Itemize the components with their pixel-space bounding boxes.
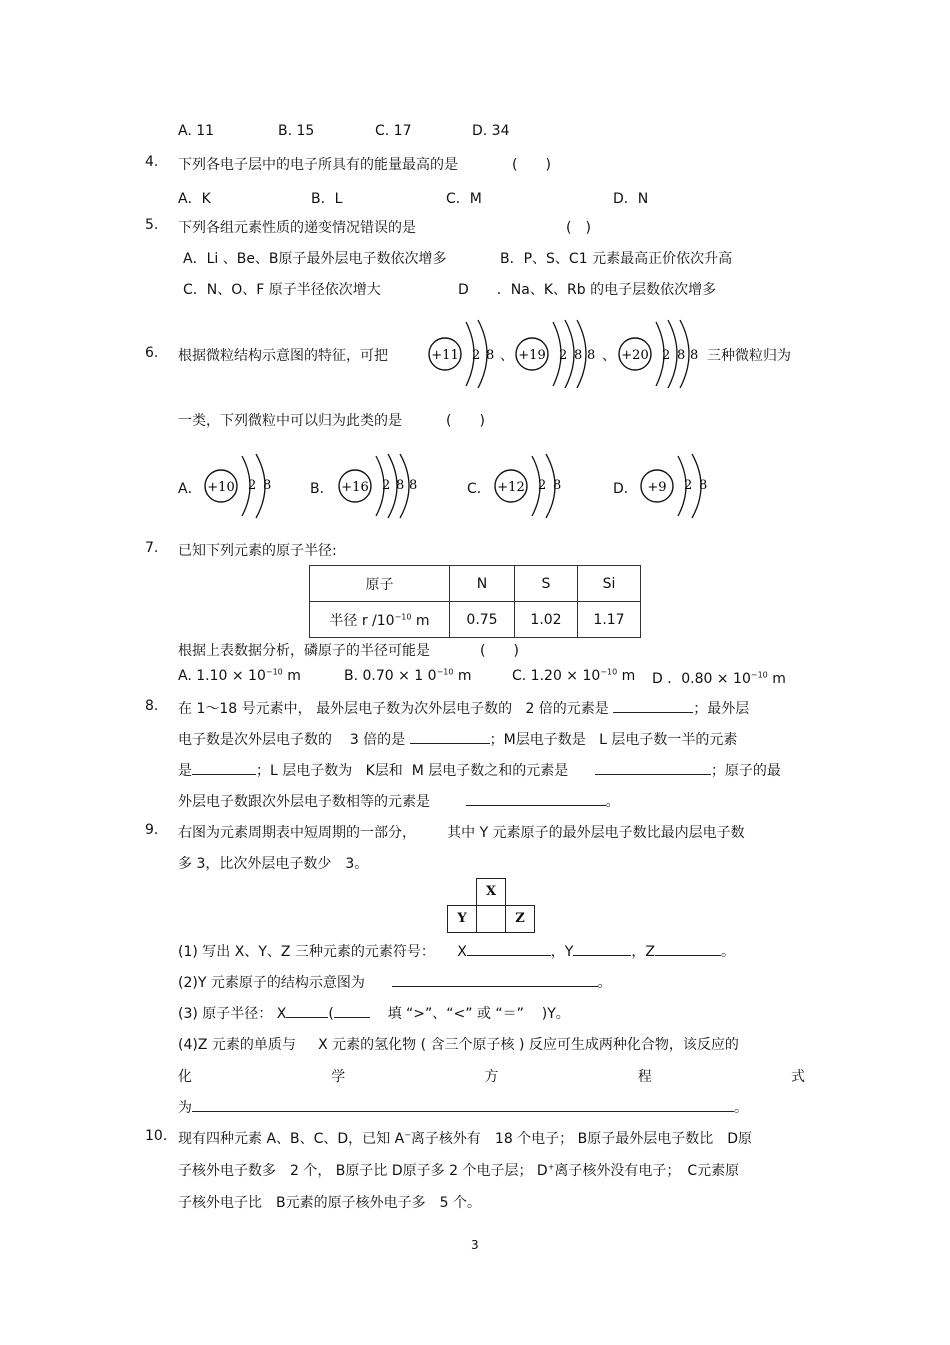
spaced-char: 式 <box>791 1069 805 1085</box>
answer-blank[interactable] <box>466 791 606 806</box>
shell-electrons: 2 <box>684 478 693 493</box>
shell-electrons: 8 <box>553 478 562 493</box>
q9-stem-line1: 右图为元素周期表中短周期的一部分， 其中 Y 元素原子的最外层电子数比最内层电子数 <box>178 825 745 841</box>
q8-line2: 电子数是次外层电子数的 3 倍的是 ；M层电子数是 L 层电子数一半的元素 <box>178 729 737 749</box>
shell-electrons: 8 <box>677 348 686 363</box>
separator: 、 <box>602 348 616 364</box>
nucleus-charge: +9 <box>647 480 667 495</box>
table-cell: 1.17 <box>578 602 641 638</box>
q3-option-d: D. 34 <box>472 123 510 139</box>
q6-option-d-label: D． <box>613 481 638 497</box>
shell-electrons: 8 <box>690 348 699 363</box>
shell-electrons: 2 <box>382 478 391 493</box>
atomic-radius-table <box>309 565 641 638</box>
nucleus-charge: +12 <box>497 480 525 495</box>
q4-option-a: A．K <box>178 191 211 207</box>
page-number: 3 <box>471 1238 479 1252</box>
spaced-char: 程 <box>637 1069 652 1085</box>
shell-electrons: 8 <box>587 348 596 363</box>
q3-option-a: A. 11 <box>178 123 215 139</box>
nucleus-charge: +10 <box>207 480 235 495</box>
q10-line3: 子核外电子比 B元素的原子核外电子多 5 个。 <box>178 1195 481 1211</box>
periodic-cell-y: Y <box>447 905 477 933</box>
q4-number: 4. <box>145 154 159 170</box>
q9-number: 9. <box>145 822 159 838</box>
q4-answer-paren: ( ) <box>512 157 551 173</box>
q5-option-c: C．N、O、F 原子半径依次增大 <box>183 282 381 298</box>
q5-stem: 下列各组元素性质的递变情况错误的是 <box>178 220 416 236</box>
table-header-cell: N <box>450 566 515 602</box>
q7-stem: 已知下列元素的原子半径: <box>178 543 337 559</box>
periodic-cell-empty <box>476 905 506 933</box>
shell-electrons: 8 <box>263 478 272 493</box>
q5-option-d: D ．Na、K、Rb 的电子层数依次增多 <box>458 282 717 298</box>
q10-line1: 现有四种元素 A、B、C、D，已知 A−离子核外有 18 个电子； B原子最外层电子数比 D原 <box>178 1130 753 1147</box>
table-row <box>310 602 641 638</box>
table-header-cell: Si <box>578 566 641 602</box>
q5-option-b: B．P、S、C1 元素最高正价依次升高 <box>500 251 733 267</box>
atom-diagram-ne <box>200 450 280 522</box>
shell-electrons: 2 <box>248 478 257 493</box>
q3-option-c: C. 17 <box>375 123 412 139</box>
q9-part3: (3) 原子半径： X ( 填 “>”、“<” 或 “＝” )Y。 <box>178 1003 570 1023</box>
q4-option-c: C．M <box>446 191 482 207</box>
shell-electrons: 8 <box>409 478 418 493</box>
q7-number: 7. <box>145 540 159 556</box>
atom-diagram-s <box>334 450 430 522</box>
q5-option-a: A．Li 、Be、B原子最外层电子数依次增多 <box>183 251 447 267</box>
q9-part4: (4)Z 元素的单质与 X 元素的氢化物 ( 含三个原子核 ) 反应可生成两种化合物，该反应的 <box>178 1037 739 1053</box>
atom-diagram-k <box>511 316 611 388</box>
spaced-char: 方 <box>484 1069 499 1085</box>
spaced-char: 学 <box>331 1069 346 1085</box>
q4-option-b: B．L <box>311 191 343 207</box>
answer-blank[interactable] <box>286 1003 328 1018</box>
nucleus-charge: +19 <box>518 348 546 363</box>
answer-blank[interactable] <box>334 1003 370 1018</box>
shell-electrons: 8 <box>699 478 708 493</box>
q8-line1: 在 1～18 号元素中， 最外层电子数为次外层电子数的 2 倍的元素是 ；最外层 <box>178 698 749 718</box>
q5-answer-paren: ( ) <box>566 220 591 236</box>
q9-part4-answer-line: 为 。 <box>178 1097 748 1117</box>
q7-option-b: B. 0.70 × 1 $0^{-10}$ m <box>344 667 472 684</box>
q7-option-a: A. $1.10 \times 10^{-10}$ m <box>178 667 301 684</box>
answer-blank[interactable] <box>467 941 551 956</box>
q7-option-d: D ．$0.80 \times 10^{-10}$ m <box>652 670 786 687</box>
q8-number: 8. <box>145 698 159 714</box>
q6-number: 6. <box>145 345 159 361</box>
shell-electrons: 2 <box>538 478 547 493</box>
q10-line2: 子核外电子数多 2 个， B原子比 D原子多 2 个电子层； D+离子核外没有电子； C元素原 <box>178 1162 740 1179</box>
atom-diagram-ca <box>614 316 710 388</box>
shell-electrons: 2 <box>662 348 671 363</box>
q6-answer-paren: ( ) <box>446 413 485 429</box>
q4-option-d: D．N <box>613 191 649 207</box>
spaced-char: 化 <box>178 1069 192 1085</box>
nucleus-charge: +16 <box>341 480 369 495</box>
answer-blank[interactable] <box>410 729 490 744</box>
q3-option-b: B. 15 <box>278 123 315 139</box>
table-row-label: 半径 r $/10^{-10}$ m <box>310 602 450 638</box>
atom-diagram-mg <box>490 450 570 522</box>
shell-electrons: 8 <box>396 478 405 493</box>
periodic-cell-z: Z <box>505 905 535 933</box>
answer-blank[interactable] <box>192 1097 734 1112</box>
shell-electrons: 8 <box>574 348 583 363</box>
q7-answer-paren: ( ) <box>480 643 519 659</box>
answer-blank[interactable] <box>595 760 711 775</box>
separator: 、 <box>500 348 514 364</box>
answer-blank[interactable] <box>655 941 721 956</box>
table-header-cell: 原子 <box>310 566 450 602</box>
table-header-cell: S <box>515 566 578 602</box>
q9-part4-spaced-line <box>178 1066 805 1086</box>
q7-question: 根据上表数据分析，磷原子的半径可能是 <box>178 643 430 659</box>
q9-part2: (2)Y 元素原子的结构示意图为 。 <box>178 972 612 992</box>
q6-stem: 根据微粒结构示意图的特征，可把 <box>178 348 388 364</box>
q8-line3: 是 ；L 层电子数为 K层和 M 层电子数之和的元素是 ；原子的最 <box>178 760 781 780</box>
nucleus-charge: +11 <box>431 348 459 363</box>
q6-option-c-label: C． <box>467 481 491 497</box>
answer-blank[interactable] <box>613 698 693 713</box>
shell-electrons: 2 <box>472 348 481 363</box>
q4-stem: 下列各电子层中的电子所具有的能量最高的是 <box>178 157 458 173</box>
q6-option-b-label: B． <box>310 481 334 497</box>
periodic-cell-x: X <box>476 878 506 906</box>
q6-stem-tail: 三种微粒归为 <box>707 348 791 364</box>
answer-blank[interactable] <box>192 760 256 775</box>
table-cell: 0.75 <box>450 602 515 638</box>
q9-part1: (1) 写出 X、Y、Z 三种元素的元素符号： X ，Y ，Z 。 <box>178 941 735 961</box>
nucleus-charge: +20 <box>621 348 649 363</box>
q6-option-a-label: A． <box>178 481 202 497</box>
table-header-row <box>310 566 641 602</box>
answer-blank[interactable] <box>573 941 631 956</box>
table-cell: 1.02 <box>515 602 578 638</box>
shell-electrons: 2 <box>559 348 568 363</box>
q10-number: 10. <box>145 1128 168 1144</box>
shell-electrons: 8 <box>486 348 495 363</box>
q5-number: 5. <box>145 217 159 233</box>
q6-stem-line2: 一类，下列微粒中可以归为此类的是 <box>178 413 402 429</box>
atom-diagram-f <box>636 450 716 522</box>
q9-stem-line2: 多 3，比次外层电子数少 3。 <box>178 856 369 872</box>
q8-line4: 外层电子数跟次外层电子数相等的元素是 。 <box>178 791 620 811</box>
q7-option-c: C. $1.20 \times 10^{-10}$ m <box>512 667 636 684</box>
answer-blank[interactable] <box>392 972 598 987</box>
